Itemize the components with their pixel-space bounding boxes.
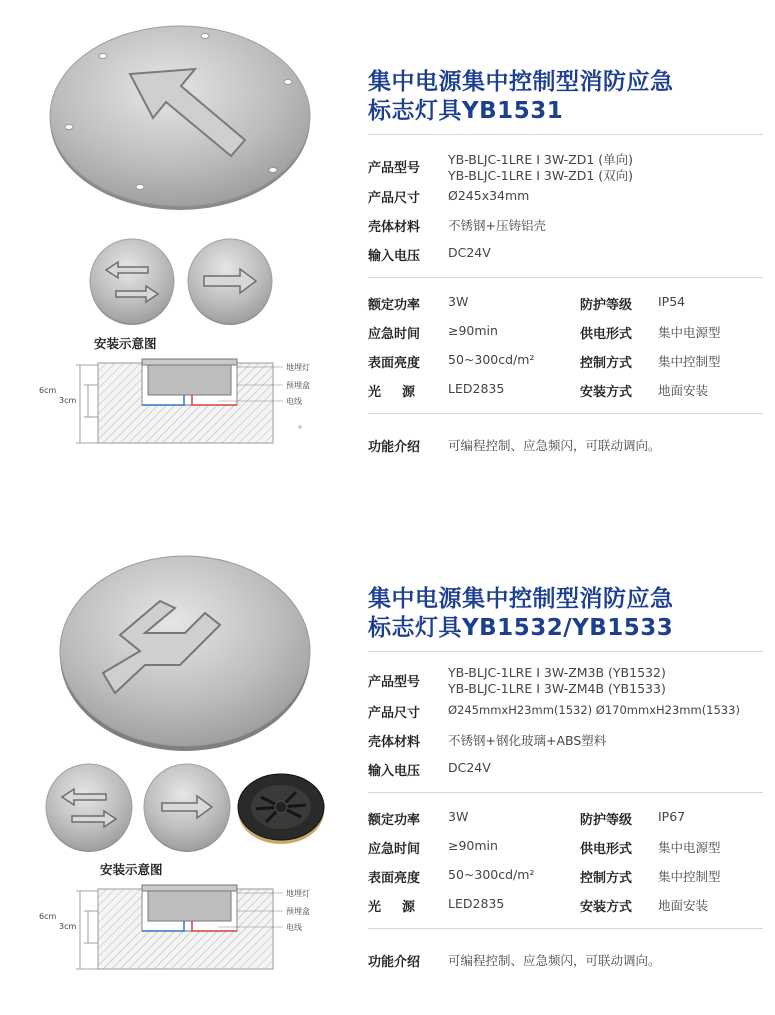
spec-label-power-supply: 供电形式 xyxy=(580,842,633,857)
spec-label-light-source: 光 源 xyxy=(368,385,420,400)
spec-label-installation: 安装方式 xyxy=(580,900,633,915)
divider xyxy=(368,413,763,414)
dimension-3cm: 3cm xyxy=(59,922,77,931)
callout-embedded-box: 预埋盒 xyxy=(286,381,310,390)
spec-value-protection: IP67 xyxy=(658,809,686,824)
spec-label-material: 壳体材料 xyxy=(368,220,421,235)
product-title xyxy=(368,68,674,126)
dimension-6cm: 6cm xyxy=(39,386,57,395)
install-diagram-title: 安装示意图 xyxy=(94,336,157,351)
spec-value-size: Ø245mmxH23mm(1532) Ø170mmxH23mm(1533) xyxy=(448,703,740,717)
spec-value-emergency-time: ≥90min xyxy=(448,323,498,338)
callout-embedded-box: 预埋盒 xyxy=(286,907,310,916)
product-title-line1: 集中电源集中控制型消防应急 xyxy=(368,586,674,612)
spec-value-brightness: 50~300cd/m² xyxy=(448,352,535,367)
spec-label-material: 壳体材料 xyxy=(368,735,421,750)
spec-value-voltage: DC24V xyxy=(448,760,491,775)
function-label: 功能介绍 xyxy=(368,955,421,970)
spec-value-protection: IP54 xyxy=(658,294,686,309)
divider xyxy=(368,928,763,929)
spec-value-model-2: YB-BLJC-1LRE I 3W-ZM4B (YB1533) xyxy=(448,681,666,696)
spec-label-size: 产品尺寸 xyxy=(368,706,421,721)
function-value: 可编程控制、应急频闪，可联动调向。 xyxy=(448,438,661,453)
product-title xyxy=(368,585,674,643)
function-label: 功能介绍 xyxy=(368,440,421,455)
spec-label-installation: 安装方式 xyxy=(580,385,633,400)
dimension-6cm: 6cm xyxy=(39,912,57,921)
spec-label-protection: 防护等级 xyxy=(580,298,633,313)
spec-label-power: 额定功率 xyxy=(368,813,421,828)
install-diagram xyxy=(38,881,308,976)
spec-value-power: 3W xyxy=(448,294,469,309)
spec-value-power-supply: 集中电源型 xyxy=(658,840,721,855)
spec-value-brightness: 50~300cd/m² xyxy=(448,867,535,882)
install-diagram xyxy=(38,355,308,450)
product-section-yb1532 xyxy=(0,515,775,1015)
spec-label-size: 产品尺寸 xyxy=(368,191,421,206)
spec-label-model: 产品型号 xyxy=(368,675,421,690)
spec-label-emergency-time: 应急时间 xyxy=(368,327,421,342)
callout-wire: 电线 xyxy=(286,397,302,406)
spec-label-voltage: 输入电压 xyxy=(368,249,421,264)
callout-wire: 电线 xyxy=(286,923,302,932)
product-image-small-disc-single xyxy=(142,763,232,853)
spec-label-control: 控制方式 xyxy=(580,871,633,886)
product-image-small-disc-bidirectional xyxy=(88,238,176,326)
spec-value-material: 不锈钢+钢化玻璃+ABS塑料 xyxy=(448,733,607,748)
divider xyxy=(368,651,763,652)
product-image-large-disc xyxy=(55,548,315,753)
product-image-back-housing xyxy=(236,767,326,847)
product-section-yb1531 xyxy=(0,0,775,500)
install-diagram-title: 安装示意图 xyxy=(100,862,163,877)
divider xyxy=(368,277,763,278)
product-title-line2: 标志灯具YB1531 xyxy=(368,98,564,124)
product-image-small-disc-single xyxy=(186,238,274,326)
spec-value-voltage: DC24V xyxy=(448,245,491,260)
product-title-line2: 标志灯具YB1532/YB1533 xyxy=(368,615,674,641)
callout-buried-light: 地埋灯 xyxy=(286,889,310,898)
spec-value-control: 集中控制型 xyxy=(658,869,721,884)
spec-label-brightness: 表面亮度 xyxy=(368,871,421,886)
spec-value-model-2: YB-BLJC-1LRE I 3W-ZD1 (双向) xyxy=(448,168,634,183)
spec-label-light-source: 光 源 xyxy=(368,900,420,915)
spec-value-emergency-time: ≥90min xyxy=(448,838,498,853)
spec-value-power: 3W xyxy=(448,809,469,824)
spec-label-model: 产品型号 xyxy=(368,161,421,176)
spec-value-power-supply: 集中电源型 xyxy=(658,325,721,340)
callout-buried-light: 地埋灯 xyxy=(286,363,310,372)
spec-label-power-supply: 供电形式 xyxy=(580,327,633,342)
divider xyxy=(368,134,763,135)
spec-value-installation: 地面安装 xyxy=(658,383,709,398)
spec-label-power: 额定功率 xyxy=(368,298,421,313)
spec-label-protection: 防护等级 xyxy=(580,813,633,828)
spec-label-emergency-time: 应急时间 xyxy=(368,842,421,857)
spec-value-light-source: LED2835 xyxy=(448,896,505,911)
spec-value-material: 不锈钢+压铸铝壳 xyxy=(448,218,546,233)
spec-value-installation: 地面安装 xyxy=(658,898,709,913)
divider xyxy=(368,792,763,793)
spec-value-control: 集中控制型 xyxy=(658,354,721,369)
spec-value-light-source: LED2835 xyxy=(448,381,505,396)
dimension-3cm: 3cm xyxy=(59,396,77,405)
spec-value-size: Ø245x34mm xyxy=(448,188,530,203)
function-value: 可编程控制、应急频闪，可联动调向。 xyxy=(448,953,661,968)
spec-value-model-1: YB-BLJC-1LRE I 3W-ZD1 (单向) xyxy=(448,152,634,167)
product-title-line1: 集中电源集中控制型消防应急 xyxy=(368,69,674,95)
product-image-small-disc-bidirectional xyxy=(44,763,134,853)
product-image-large-disc xyxy=(45,22,315,212)
spec-label-control: 控制方式 xyxy=(580,356,633,371)
spec-label-brightness: 表面亮度 xyxy=(368,356,421,371)
spec-label-voltage: 输入电压 xyxy=(368,764,421,779)
spec-value-model-1: YB-BLJC-1LRE I 3W-ZM3B (YB1532) xyxy=(448,665,666,680)
